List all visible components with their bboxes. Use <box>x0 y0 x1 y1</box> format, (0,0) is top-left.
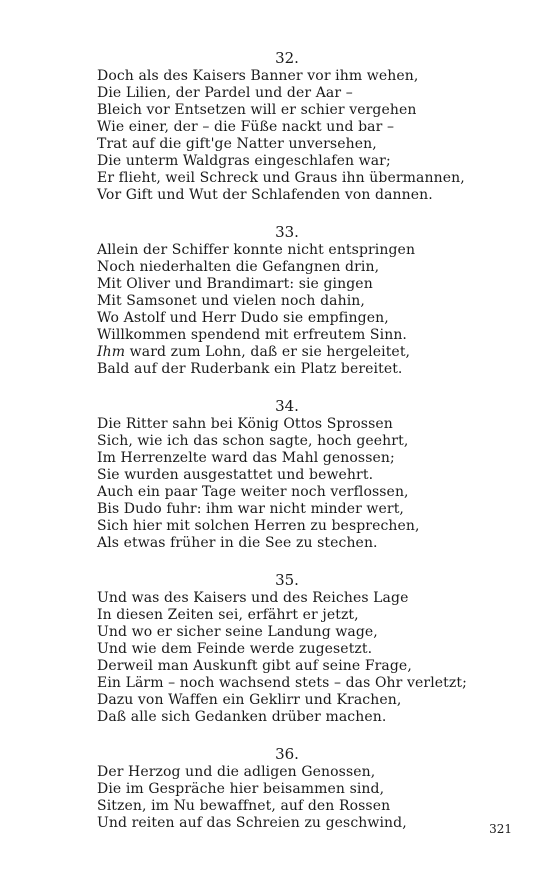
stanza-number: 33. <box>275 223 299 241</box>
verse-line: Und reiten auf das Schreien zu geschwind, <box>97 815 407 831</box>
verse-line: Die im Gespräche hier beisammen sind, <box>97 781 385 797</box>
stanza-32 <box>97 50 477 204</box>
verse-line: Vor Gift und Wut der Schlafenden von dannen. <box>97 187 433 203</box>
verse-line: Wo Astolf und Herr Dudo sie empfingen, <box>97 310 389 326</box>
verse-line: Der Herzog und die adligen Genossen, <box>97 764 376 780</box>
stanza-number: 36. <box>275 745 299 763</box>
verse-line: Und was des Kaisers und des Reiches Lage <box>97 590 409 606</box>
verse-line: Sich, wie ich das schon sagte, hoch geehrt, <box>97 433 409 449</box>
verse-line: Mit Oliver und Brandimart: sie gingen <box>97 276 373 292</box>
stanza-35 <box>97 572 477 726</box>
stanza-number: 34. <box>275 397 299 415</box>
poem-body <box>97 50 477 852</box>
verse-line: Sie wurden ausgestattet und bewehrt. <box>97 467 374 483</box>
stanza-34 <box>97 398 477 552</box>
verse-line: Bis Dudo fuhr: ihm war nicht minder wert, <box>97 501 404 517</box>
verse-line: In diesen Zeiten sei, erfährt er jetzt, <box>97 607 359 623</box>
verse-line: Die unterm Waldgras eingeschlafen war; <box>97 153 391 169</box>
verse-line: Allein der Schiffer konnte nicht entspringen <box>97 242 416 258</box>
verse-line: Im Herrenzelte ward das Mahl genossen; <box>97 450 395 466</box>
stanza-number: 35. <box>275 571 299 589</box>
verse-line: Wie einer, der – die Füße nackt und bar – <box>97 119 395 135</box>
verse-line: Und wo er sicher seine Landung wage, <box>97 624 378 640</box>
verse-line: Er flieht, weil Schreck und Graus ihn übermannen, <box>97 170 465 186</box>
stanza-36 <box>97 746 477 832</box>
verse-line: Trat auf die gift'ge Natter unversehen, <box>97 136 377 152</box>
verse-line: Dazu von Waffen ein Geklirr und Krachen, <box>97 692 402 708</box>
verse-line: Mit Samsonet und vielen noch dahin, <box>97 293 365 309</box>
verse-line: Und wie dem Feinde werde zugesetzt. <box>97 641 373 657</box>
verse-line: Daß alle sich Gedanken drüber machen. <box>97 709 387 725</box>
stanza-33 <box>97 224 477 378</box>
verse-line: Willkommen spendend mit erfreutem Sinn. <box>97 327 407 343</box>
verse-line: Ein Lärm – noch wachsend stets – das Ohr verletzt; <box>97 675 467 691</box>
verse-line: Bald auf der Ruderbank ein Platz bereitet. <box>97 361 403 377</box>
verse-line: Sich hier mit solchen Herren zu besprechen, <box>97 518 420 534</box>
verse-line: Noch niederhalten die Gefangnen drin, <box>97 259 380 275</box>
verse-line: Die Lilien, der Pardel und der Aar – <box>97 85 353 101</box>
verse-line-rest: ward zum Lohn, daß er sie hergeleitet, <box>125 344 411 360</box>
verse-line-emphasized <box>97 344 477 361</box>
verse-line: Auch ein paar Tage weiter noch verflossen, <box>97 484 409 500</box>
emphasized-word: Ihm <box>97 344 126 360</box>
verse-line: Derweil man Auskunft gibt auf seine Frage, <box>97 658 412 674</box>
verse-line: Bleich vor Entsetzen will er schier vergehen <box>97 102 417 118</box>
verse-line: Doch als des Kaisers Banner vor ihm wehen, <box>97 68 419 84</box>
page-number: 321 <box>489 822 512 836</box>
verse-line: Die Ritter sahn bei König Ottos Sprossen <box>97 416 393 432</box>
verse-line: Als etwas früher in die See zu stechen. <box>97 535 378 551</box>
stanza-number: 32. <box>275 49 299 67</box>
verse-line: Sitzen, im Nu bewaffnet, auf den Rossen <box>97 798 391 814</box>
